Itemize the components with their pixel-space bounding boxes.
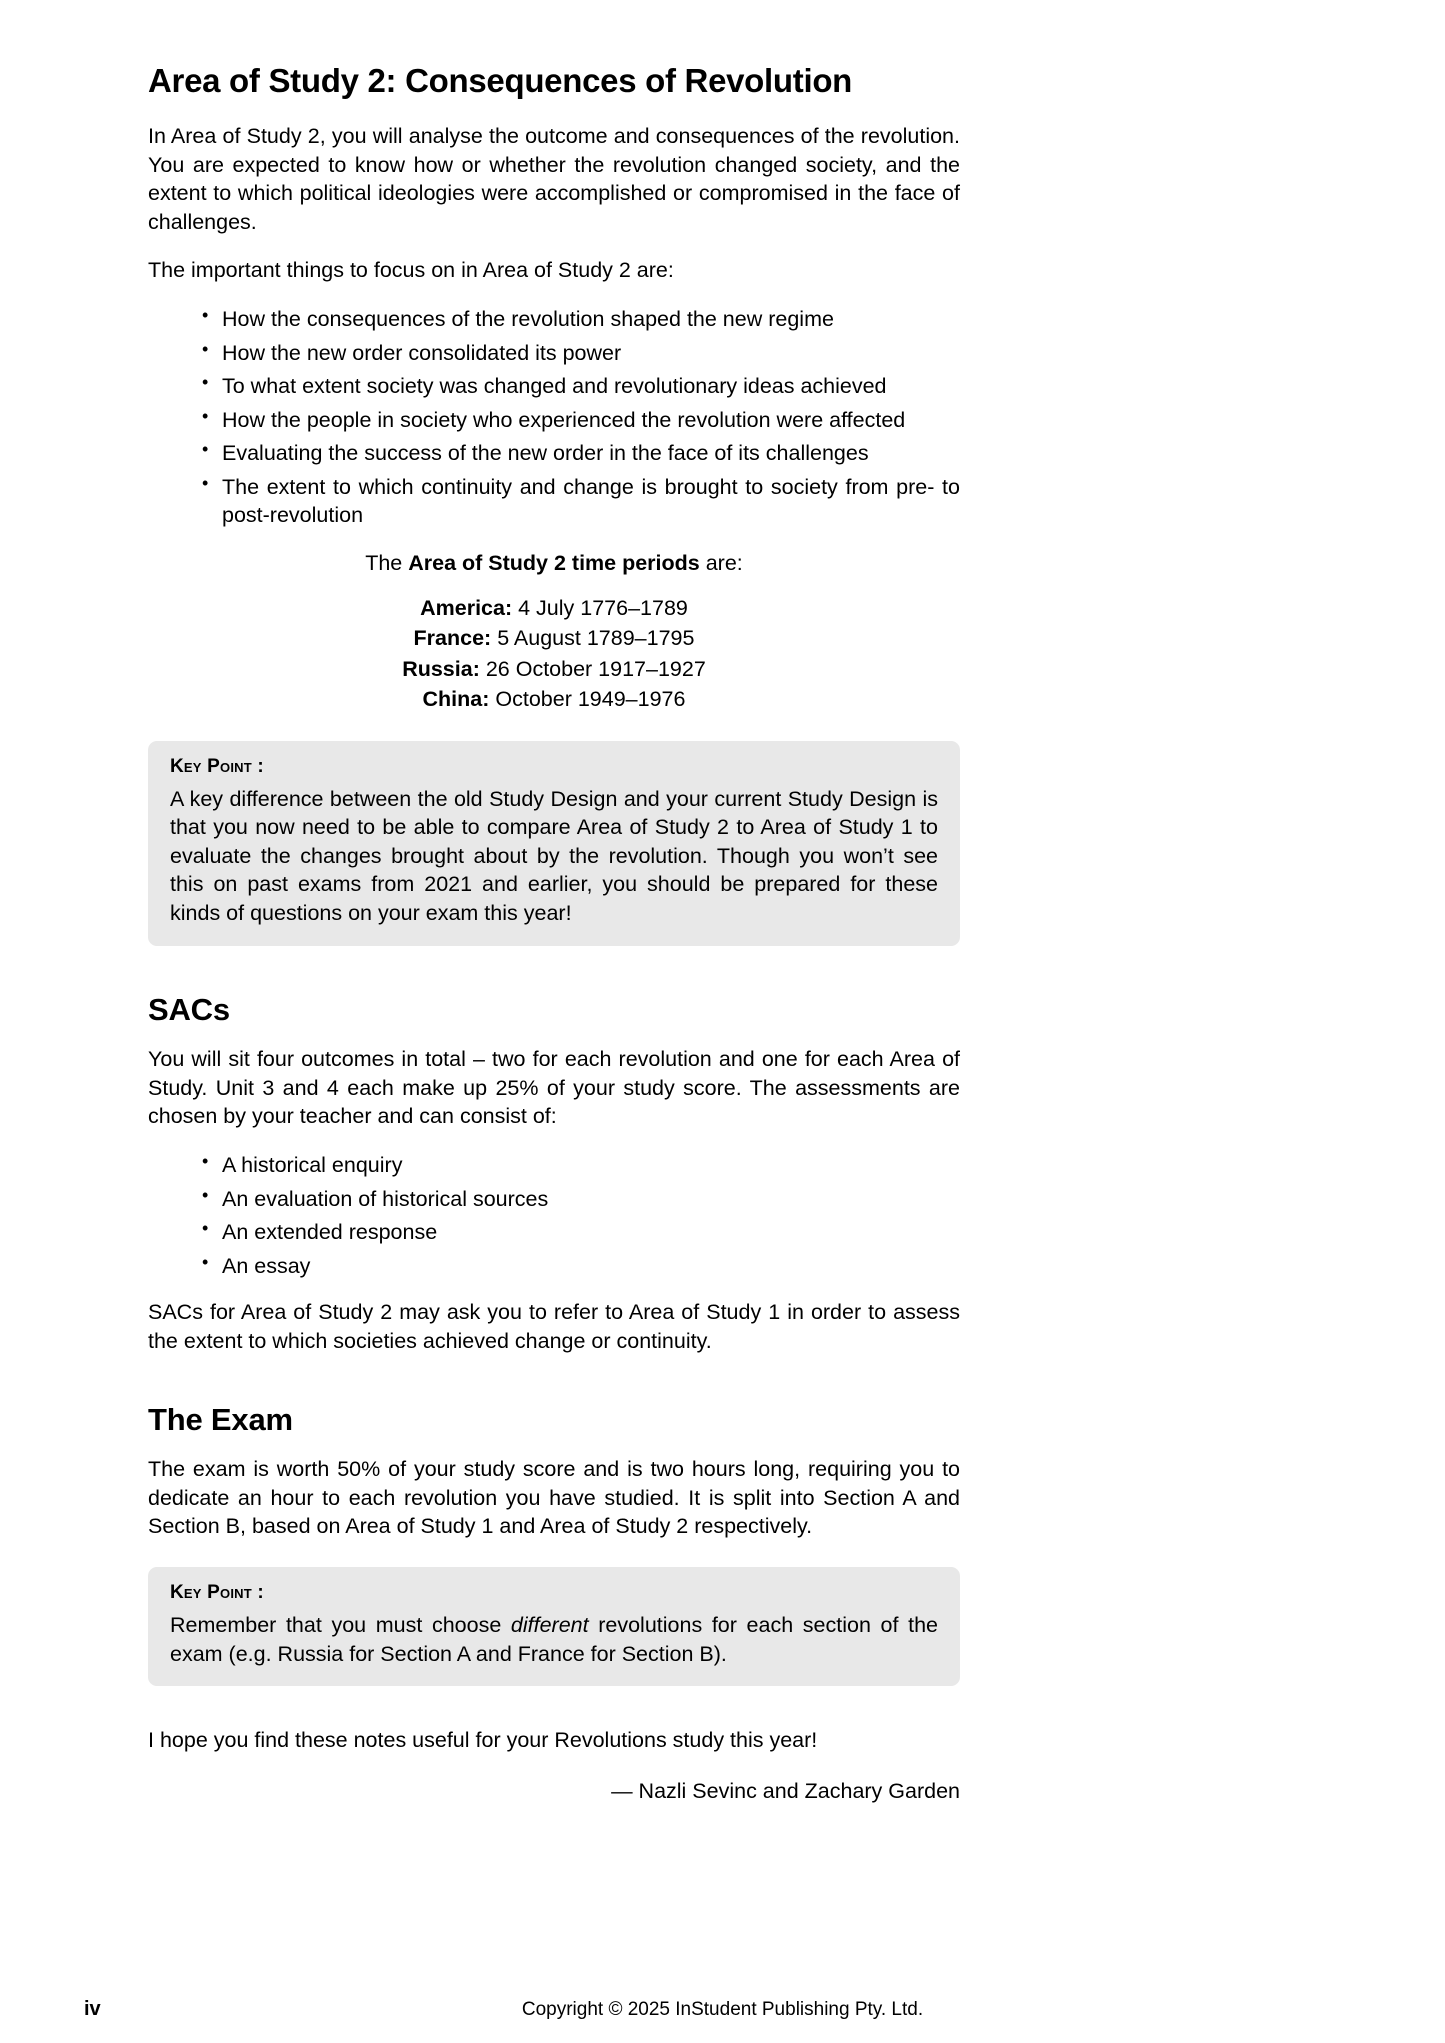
time-periods-heading-suffix: are: <box>699 551 743 576</box>
keypoint-body: A key difference between the old Study Design and your current Study Design is that you now need to be able to compare Area of Study 2 to Area of Study 1 to evaluate the changes brought about by the revolution. Though you won’t see this on past exams from 2021 and earlier, you should be prepared for these kinds of questions on your exam this year! <box>170 786 938 926</box>
time-period-entry-france <box>148 623 960 654</box>
time-period-entry-russia <box>148 654 960 685</box>
intro-paragraph: In Area of Study 2, you will analyse the outcome and consequences of the revolution. You are expected to know how or whether the revolution changed society, and the extent to which political ideologies were accomplished or compromised in the face of challenges. <box>148 123 960 234</box>
focus-lead-in: The important things to focus on in Area of Study 2 are: <box>148 258 674 283</box>
time-periods-heading-bold: Area of Study 2 time periods <box>408 551 700 576</box>
keypoint-label: Key Point : <box>170 755 264 777</box>
time-period-dates: 4 July 1776–1789 <box>518 595 688 620</box>
list-item: • The extent to which continuity and change is brought to society from pre- to post-revolution <box>200 473 960 530</box>
list-item: • An evaluation of historical sources <box>200 1185 960 1214</box>
list-item: • An essay <box>200 1252 960 1281</box>
exam-paragraph: The exam is worth 50% of your study score and is two hours long, requiring you to dedicate an hour to each revolution you have studied. It is split into Section A and Section B, based on Area of Study 1 and Area of Study 2 respectively. <box>148 1457 960 1539</box>
list-item: • To what extent society was changed and revolutionary ideas achieved <box>200 372 960 401</box>
sacs-closing-paragraph: SACs for Area of Study 2 may ask you to refer to Area of Study 1 in order to assess the extent to which societies achieved change or continuity. <box>148 1300 960 1353</box>
time-periods-block <box>148 548 960 715</box>
time-period-dates: October 1949–1976 <box>495 687 686 712</box>
list-item: • How the people in society who experienced the revolution were affected <box>200 406 960 435</box>
list-item: • An extended response <box>200 1218 960 1247</box>
list-item: • Evaluating the success of the new order in the face of its challenges <box>200 439 960 468</box>
keypoint-label: Key Point : <box>170 1582 264 1604</box>
keypoint-callout-1 <box>148 741 960 946</box>
sacs-paragraph: You will sit four outcomes in total – two for each revolution and one for each Area of Study. Unit 3 and 4 each make up 25% of your study score. The assessments are chosen by your teacher and can consist of: <box>148 1047 960 1129</box>
keypoint-body <box>170 1611 938 1668</box>
page-title: Area of Study 2: Consequences of Revolution <box>148 62 853 99</box>
signature-line: — Nazli Sevinc and Zachary Garden <box>611 1778 960 1803</box>
time-periods-heading-prefix: The <box>365 551 409 576</box>
list-item: • How the new order consolidated its power <box>200 339 960 368</box>
time-period-entry-america <box>148 593 960 624</box>
time-period-country: France: <box>413 626 492 651</box>
time-period-dates: 5 August 1789–1795 <box>497 626 695 651</box>
section-heading-exam: The Exam <box>148 1401 293 1437</box>
page-content <box>148 62 960 1804</box>
time-period-country: Russia: <box>402 656 480 681</box>
sacs-bullet-list <box>148 1151 960 1280</box>
page-number: iv <box>84 1998 101 2020</box>
time-period-country: America: <box>420 595 513 620</box>
time-periods-heading <box>148 548 960 579</box>
keypoint-body-part2: revolutions for each section of the exam (e.g. Russia for Section A and France for Section B). <box>170 1613 938 1666</box>
keypoint-body-part1: Remember that you must choose <box>170 1613 511 1638</box>
page-footer <box>0 1991 1445 2021</box>
time-period-dates: 26 October 1917–1927 <box>485 656 706 681</box>
section-heading-sacs: SACs <box>148 991 230 1027</box>
keypoint-body-emphasis: different <box>510 1613 589 1638</box>
keypoint-callout-2 <box>148 1567 960 1686</box>
focus-bullet-list <box>148 305 960 530</box>
time-period-entry-china <box>148 684 960 715</box>
closing-note: I hope you find these notes useful for your Revolutions study this year! <box>148 1728 818 1753</box>
time-period-country: China: <box>422 687 490 712</box>
copyright-notice: Copyright © 2025 InStudent Publishing Pty. Ltd. <box>521 1999 924 2020</box>
list-item: • How the consequences of the revolution shaped the new regime <box>200 305 960 334</box>
list-item: • A historical enquiry <box>200 1151 960 1180</box>
